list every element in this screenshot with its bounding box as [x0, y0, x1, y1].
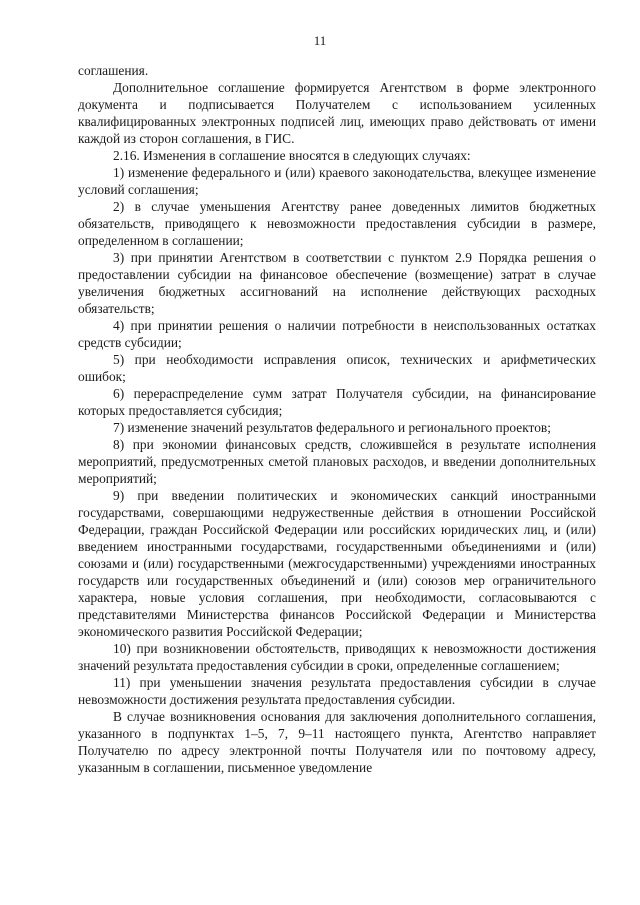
list-item-2: 2) в случае уменьшения Агентству ранее доведенных лимитов бюджетных обязательств, приводящего к невозможности предоставления субсидии в размере, определенном в соглашении; [78, 199, 596, 248]
document-body [78, 62, 596, 776]
paragraph-notification: В случае возникновения основания для заключения дополнительного соглашения, указанного в подпунктах 1–5, 7, 9–11 настоящего пункта, Агентство направляет Получателю по адресу электронной почты Получателя или по почтовому адресу, указанным в соглашении, письменное уведомление [78, 709, 596, 775]
list-item-10: 10) при возникновении обстоятельств, приводящих к невозможности достижения значений результата предоставления субсидии в сроки, определенные соглашением; [78, 641, 596, 673]
page-number: 11 [313, 33, 327, 48]
list-item-6: 6) перераспределение сумм затрат Получателя субсидии, на финансирование которых предоставляется субсидия; [78, 386, 596, 418]
paragraph-continuation: соглашения. [78, 63, 149, 78]
list-item-1: 1) изменение федерального и (или) краевого законодательства, влекущее изменение условий соглашения; [78, 165, 596, 197]
paragraph-section-2-16: 2.16. Изменения в соглашение вносятся в следующих случаях: [113, 148, 471, 163]
list-item-11: 11) при уменьшении значения результата предоставления субсидии в случае невозможности достижения результата предоставления субсидии. [78, 675, 596, 707]
list-item-8: 8) при экономии финансовых средств, сложившейся в результате исполнения мероприятий, предусмотренных сметой плановых расходов, и введении дополнительных мероприятий; [78, 437, 596, 486]
list-item-7: 7) изменение значений результатов федерального и регионального проектов; [113, 420, 551, 435]
list-item-9: 9) при введении политических и экономических санкций иностранными государствами, совершающими недружественные действия в отношении Российской Федерации, граждан Российской Федерации или российских юридических лиц, и (или) введением иностранными государствами, государственными объединениями и (или) союзами и (или) государственными (межгосударственными) учреждениями иностранных государств или государственных объединений и (или) союзов мер ограничительного характера, новые условия соглашения, при необходимости, согласовываются с представителями Министерства финансов Российской Федерации и Министерства экономического развития Российской Федерации; [78, 488, 596, 639]
paragraph-additional-agreement: Дополнительное соглашение формируется Агентством в форме электронного документа и подписывается Получателем с использованием усиленных квалифицированных электронных подписей лиц, имеющих право действовать от имени каждой из сторон соглашения, в ГИС. [78, 80, 596, 146]
list-item-5: 5) при необходимости исправления описок, технических и арифметических ошибок; [78, 352, 596, 384]
list-item-4: 4) при принятии решения о наличии потребности в неиспользованных остатках средств субсидии; [78, 318, 596, 350]
list-item-3: 3) при принятии Агентством в соответствии с пунктом 2.9 Порядка решения о предоставлении субсидии на финансовое обеспечение (возмещение) затрат в случае увеличения бюджетных ассигнований на исполнение действующих расходных обязательств; [78, 250, 596, 316]
